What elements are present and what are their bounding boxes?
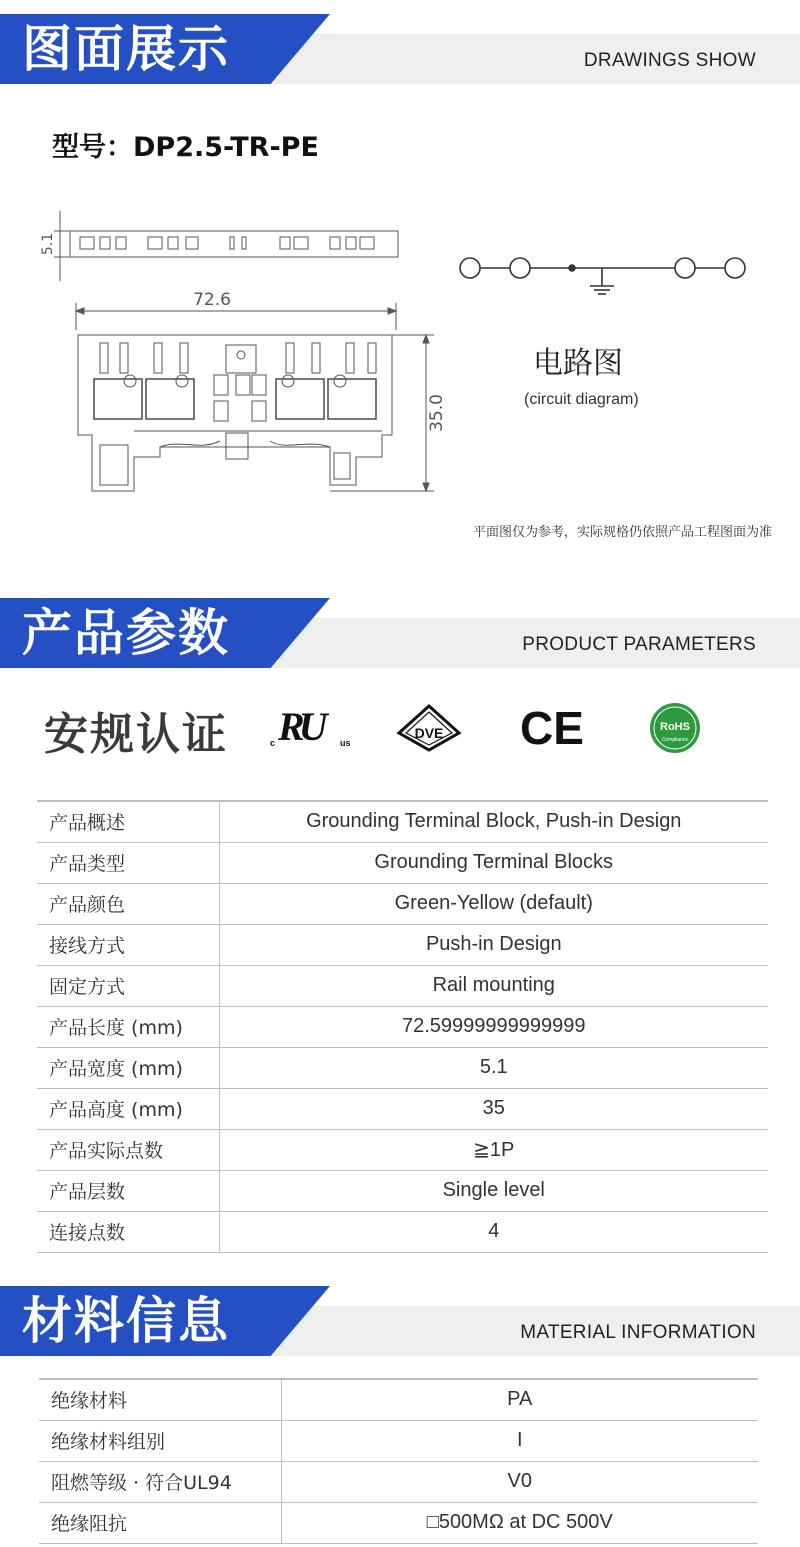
cert-title: 安规认证: [44, 709, 228, 760]
drawings-section-header: [0, 0, 800, 90]
row-value: □500MΩ at DC 500V: [281, 1502, 758, 1543]
param-row: [37, 842, 768, 883]
row-value: 5.1: [219, 1047, 768, 1088]
row-value: Grounding Terminal Blocks: [219, 842, 768, 883]
param-row: [37, 1170, 768, 1211]
vde-logo-icon: [396, 703, 462, 753]
circuit-title: 电路图: [533, 346, 623, 381]
drawing-note: 平面图仅为参考，实际规格仍依照产品工程图面为准: [472, 525, 772, 540]
row-label: 产品颜色: [37, 883, 219, 924]
row-value: PA: [281, 1379, 758, 1420]
row-label: 产品长度 (mm): [37, 1006, 219, 1047]
circuit-subtitle: (circuit diagram): [524, 391, 639, 408]
material-row: [39, 1502, 758, 1543]
row-label: 接线方式: [37, 924, 219, 965]
param-row: [37, 1211, 768, 1252]
param-row: [37, 1088, 768, 1129]
section-title-en: PRODUCT PARAMETERS: [522, 634, 756, 655]
dim-height-label: 35.0: [427, 394, 447, 432]
row-label: 绝缘材料: [39, 1379, 281, 1420]
row-value: 4: [219, 1211, 768, 1252]
row-value: ≧1P: [219, 1129, 768, 1170]
row-label: 产品类型: [37, 842, 219, 883]
row-label: 产品高度 (mm): [37, 1088, 219, 1129]
row-label: 产品宽度 (mm): [37, 1047, 219, 1088]
ce-logo-icon: [520, 700, 584, 754]
row-label: 绝缘材料组别: [39, 1420, 281, 1461]
row-value: Grounding Terminal Block, Push-in Design: [219, 801, 768, 842]
section-title-cn: 产品参数: [22, 604, 230, 662]
param-row: [37, 924, 768, 965]
svg-text:Compliance: Compliance: [661, 737, 689, 743]
param-row: [37, 965, 768, 1006]
svg-text:c: c: [270, 738, 276, 748]
param-row: [37, 801, 768, 842]
svg-text:DVE: DVE: [414, 725, 444, 741]
row-value: 72.59999999999999: [219, 1006, 768, 1047]
dim-width-label: 72.6: [193, 290, 231, 310]
params-section-header: [0, 584, 800, 674]
row-label: 产品概述: [37, 801, 219, 842]
material-section-header: [0, 1272, 800, 1362]
junction-dot: [569, 265, 575, 271]
svg-text:RoHS: RoHS: [660, 721, 690, 733]
svg-text:RU: RU: [278, 706, 322, 749]
material-row: [39, 1461, 758, 1502]
row-label: 连接点数: [37, 1211, 219, 1252]
technical-drawing: [30, 195, 450, 505]
section-title-en: DRAWINGS SHOW: [583, 50, 756, 71]
section-title-en: MATERIAL INFORMATION: [520, 1322, 756, 1343]
section-title-cn: 图面展示: [22, 20, 230, 78]
svg-text:CE: CE: [520, 702, 584, 754]
circuit-diagram: [450, 248, 750, 298]
row-value: Green-Yellow (default): [219, 883, 768, 924]
param-row: [37, 1047, 768, 1088]
material-row: [39, 1379, 758, 1420]
material-info-table: [39, 1378, 758, 1544]
model-label: 型号：DP2.5-TR-PE: [52, 132, 319, 163]
param-row: [37, 1006, 768, 1047]
row-label: 产品实际点数: [37, 1129, 219, 1170]
row-label: 产品层数: [37, 1170, 219, 1211]
svg-text:us: us: [340, 738, 351, 748]
row-value: Rail mounting: [219, 965, 768, 1006]
row-label: 阻燃等级 · 符合UL94: [39, 1461, 281, 1502]
material-row: [39, 1420, 758, 1461]
row-value: 35: [219, 1088, 768, 1129]
row-value: Single level: [219, 1170, 768, 1211]
product-params-table: [37, 800, 768, 1253]
section-title-cn: 材料信息: [22, 1292, 230, 1350]
row-value: Push-in Design: [219, 924, 768, 965]
row-value: V0: [281, 1461, 758, 1502]
param-row: [37, 883, 768, 924]
row-label: 固定方式: [37, 965, 219, 1006]
param-row: [37, 1129, 768, 1170]
side-view-outline: [78, 335, 392, 491]
row-label: 绝缘阻抗: [39, 1502, 281, 1543]
ul-logo-icon: [270, 706, 356, 750]
rohs-logo-icon: [648, 701, 702, 755]
row-value: I: [281, 1420, 758, 1461]
dim-thickness-label: 5.1: [40, 232, 56, 256]
